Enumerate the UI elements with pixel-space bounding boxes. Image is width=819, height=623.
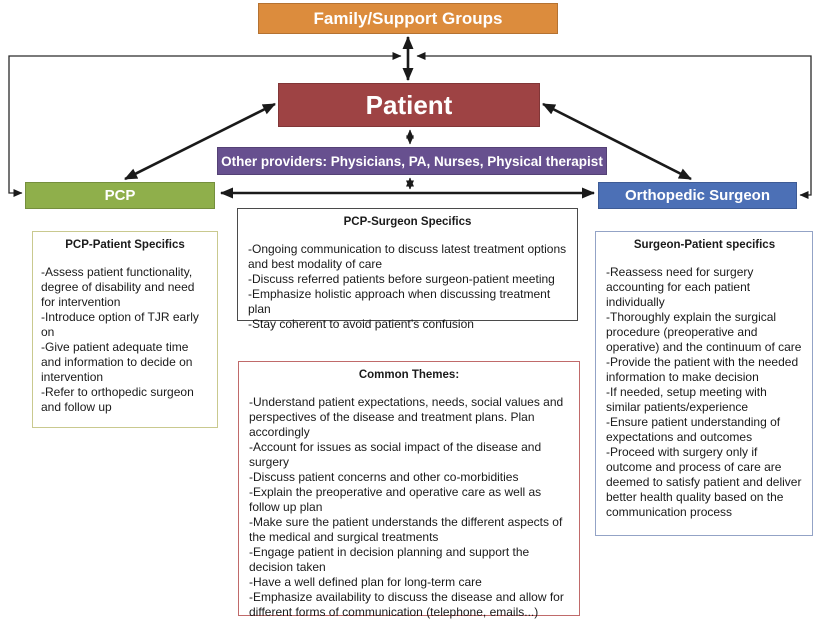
panel-item: -Understand patient expectations, needs, social values and perspectives of the disease and treatment plans. Plan accordingly [249,395,564,439]
panel-item: -Emphasize holistic approach when discussing treatment plan [248,287,551,316]
panel-item: -Ongoing communication to discuss latest treatment options and best modality of care [248,242,567,271]
panel-item: -Proceed with surgery only if outcome and process of care are deemed to satisfy patient and deliver better health quality based on the communication process [606,445,802,519]
panel-item: -Account for issues as social impact of the disease and surgery [249,440,542,469]
node-patient: Patient [278,83,540,127]
panel-item: -Engage patient in decision planning and support the decision taken [249,545,530,574]
panel-pcp-surgeon-specifics [237,208,578,331]
panel-item: -Discuss referred patients before surgeon-patient meeting [248,272,555,286]
panel-item: -Give patient adequate time and information to decide on intervention [41,340,193,384]
panel-item: -Stay coherent to avoid patient’s confusion [248,317,474,331]
panel-common-themes [238,361,580,619]
node-other-providers: Other providers: Physicians, PA, Nurses, Physical therapist [217,147,607,175]
panel-pcp-patient-specifics [32,231,218,428]
panel-item: -Ensure patient understanding of expectations and outcomes [606,415,781,444]
panel-title: Common Themes: [358,369,460,381]
panel-item: -Discuss patient concerns and other co-morbidities [249,470,519,484]
panel-item: -Reassess need for surgery accounting for each patient individually [606,265,754,309]
panel-item: -Emphasize availability to discuss the disease and allow for different forms of communication (telephone, emails...) [249,590,564,619]
panel-item: -Assess patient functionality, degree of disability and need for intervention [41,265,195,309]
node-family-support-groups: Family/Support Groups [258,3,558,34]
panel-item: -If needed, setup meeting with similar patients/experience [606,385,767,414]
panel-item: -Introduce option of TJR early on [41,310,199,339]
panel-item: -Refer to orthopedic surgeon and follow up [41,385,194,414]
panel-title: Surgeon-Patient specifics [633,239,776,251]
node-pcp: PCP [25,182,215,209]
panel-title: PCP-Surgeon Specifics [343,216,472,228]
panel-surgeon-patient-specifics [595,231,813,536]
panel-item: -Have a well defined plan for long-term care [249,575,482,589]
node-orthopedic-surgeon: Orthopedic Surgeon [598,182,797,209]
panel-item: -Explain the preoperative and operative care as well as follow up plan [249,485,542,514]
panel-item: -Thoroughly explain the surgical procedure (preoperative and operative) and the continuum of care [606,310,802,354]
panel-title: PCP-Patient Specifics [65,239,185,251]
panel-item: -Provide the patient with the needed information to make decision [606,355,799,384]
panel-item: -Make sure the patient understands the different aspects of the medical and surgical treatments [249,515,563,544]
